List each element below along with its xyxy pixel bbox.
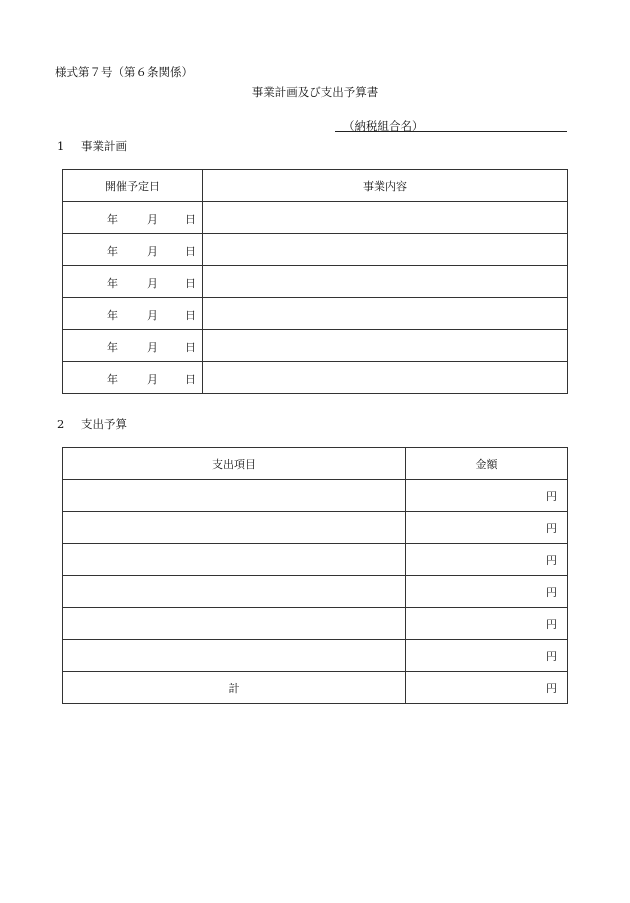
table-row <box>63 544 568 576</box>
union-name-label: （納税組合名） <box>343 119 424 133</box>
header-amount: 金額 <box>406 448 568 480</box>
day-label: 日 <box>185 277 196 290</box>
amount-cell[interactable]: 円 <box>406 512 568 544</box>
month-label: 月 <box>147 309 158 322</box>
year-label: 年 <box>107 245 118 258</box>
content-cell[interactable] <box>203 266 568 298</box>
date-cell[interactable] <box>63 266 203 298</box>
header-content: 事業内容 <box>203 170 568 202</box>
date-cell[interactable] <box>63 234 203 266</box>
section-2-title: 支出予算 <box>81 417 127 431</box>
day-label: 日 <box>185 309 196 322</box>
table-row <box>63 608 568 640</box>
amount-cell[interactable]: 円 <box>406 640 568 672</box>
year-label: 年 <box>107 309 118 322</box>
header-date: 開催予定日 <box>63 170 203 202</box>
table-header-row <box>63 448 568 480</box>
month-label: 月 <box>147 373 158 386</box>
form-number: 様式第７号（第６条関係） <box>55 65 193 79</box>
total-label: 計 <box>63 672 406 704</box>
day-label: 日 <box>185 245 196 258</box>
union-name-field[interactable] <box>335 118 567 132</box>
content-cell[interactable] <box>203 298 568 330</box>
item-cell[interactable] <box>63 608 406 640</box>
section-2-heading <box>57 416 127 432</box>
day-label: 日 <box>185 373 196 386</box>
section-1-title: 事業計画 <box>81 139 127 153</box>
month-label: 月 <box>147 341 158 354</box>
table-header-row <box>63 170 568 202</box>
table-row <box>63 330 568 362</box>
document-title: 事業計画及び支出予算書 <box>251 85 379 99</box>
table-row <box>63 576 568 608</box>
table-row <box>63 362 568 394</box>
amount-cell[interactable]: 円 <box>406 544 568 576</box>
day-label: 日 <box>185 341 196 354</box>
content-cell[interactable] <box>203 202 568 234</box>
table-row <box>63 480 568 512</box>
header-item: 支出項目 <box>63 448 406 480</box>
year-label: 年 <box>107 277 118 290</box>
item-cell[interactable] <box>63 512 406 544</box>
date-cell[interactable] <box>63 202 203 234</box>
content-cell[interactable] <box>203 234 568 266</box>
section-1-number: 1 <box>57 139 65 153</box>
expenditure-budget-table <box>62 447 568 704</box>
item-cell[interactable] <box>63 640 406 672</box>
table-row <box>63 202 568 234</box>
day-label: 日 <box>185 213 196 226</box>
year-label: 年 <box>107 373 118 386</box>
date-cell[interactable] <box>63 298 203 330</box>
business-plan-table <box>62 169 568 394</box>
section-2-number: 2 <box>57 417 65 431</box>
section-1-heading <box>57 138 127 154</box>
year-label: 年 <box>107 213 118 226</box>
content-cell[interactable] <box>203 330 568 362</box>
table-row <box>63 298 568 330</box>
table-row <box>63 512 568 544</box>
item-cell[interactable] <box>63 480 406 512</box>
total-amount-cell[interactable]: 円 <box>406 672 568 704</box>
amount-cell[interactable]: 円 <box>406 576 568 608</box>
year-label: 年 <box>107 341 118 354</box>
table-row <box>63 640 568 672</box>
total-row <box>63 672 568 704</box>
month-label: 月 <box>147 213 158 226</box>
item-cell[interactable] <box>63 544 406 576</box>
table-row <box>63 266 568 298</box>
table-row <box>63 234 568 266</box>
month-label: 月 <box>147 277 158 290</box>
amount-cell[interactable]: 円 <box>406 480 568 512</box>
month-label: 月 <box>147 245 158 258</box>
content-cell[interactable] <box>203 362 568 394</box>
date-cell[interactable] <box>63 362 203 394</box>
amount-cell[interactable]: 円 <box>406 608 568 640</box>
item-cell[interactable] <box>63 576 406 608</box>
date-cell[interactable] <box>63 330 203 362</box>
